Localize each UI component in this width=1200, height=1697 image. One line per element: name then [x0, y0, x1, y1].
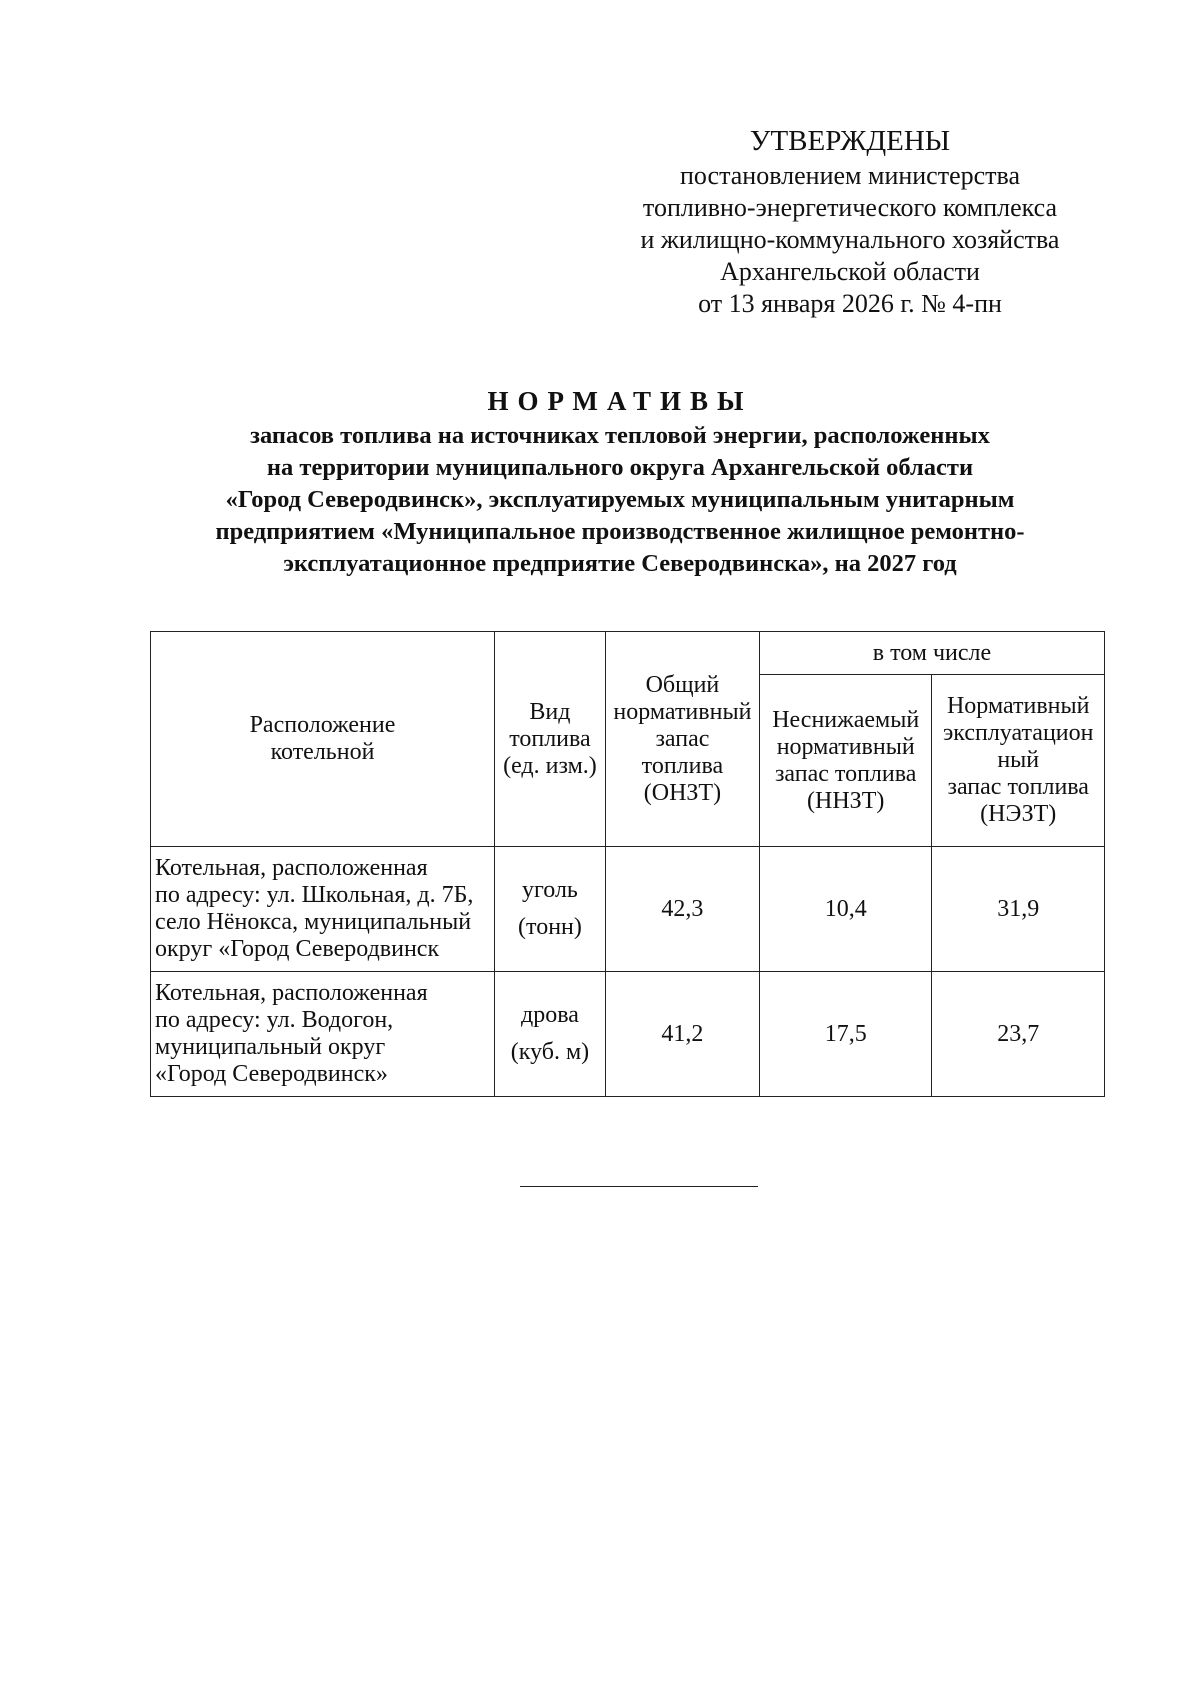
header-nezt [932, 675, 1105, 847]
document-title: НОРМАТИВЫ [487, 386, 753, 416]
header-text: топлива [641, 752, 724, 779]
end-divider [520, 1186, 758, 1187]
document-heading [120, 384, 1120, 580]
location-line: Котельная, расположенная [155, 980, 428, 1006]
header-total-reserve [605, 632, 759, 847]
header-fuel-type [495, 632, 606, 847]
location-line: «Город Северодвинск» [155, 1061, 388, 1087]
header-text: нормативный [776, 733, 915, 760]
approval-line: топливно-энергетического комплекса [642, 193, 1058, 222]
location-line: село Нёнокса, муниципальный [155, 909, 472, 935]
subtitle-line: запасов топлива на источниках тепловой энергии, расположенных [250, 422, 990, 449]
boiler-location [151, 972, 495, 1097]
header-including: в том числе [759, 632, 1104, 675]
location-line: муниципальный округ [155, 1034, 386, 1060]
header-text: котельной [270, 739, 375, 765]
header-text: запас топлива [947, 774, 1089, 800]
nezt-value: 23,7 [932, 972, 1105, 1097]
header-text: запас топлива [774, 760, 917, 787]
header-text: Общий [645, 671, 720, 698]
location-line: Котельная, расположенная [155, 855, 428, 881]
header-text: (ОНЗТ) [643, 779, 722, 806]
subtitle-line: «Город Северодвинск», эксплуатируемых муниципальным унитарным [225, 486, 1015, 513]
header-text: эксплуатацион [942, 720, 1094, 746]
header-text: топлива [509, 725, 591, 752]
table-row [151, 847, 1105, 972]
location-line: по адресу: ул. Школьная, д. 7Б, [155, 882, 474, 908]
approval-title: УТВЕРЖДЕНЫ [749, 125, 951, 157]
header-text: Расположение [249, 712, 396, 738]
header-text: (ед. изм.) [503, 752, 597, 779]
fuel-name: дрова [521, 1002, 579, 1028]
fuel-name: уголь [522, 877, 578, 903]
header-text: Нормативный [946, 693, 1090, 719]
header-text: запас [655, 725, 710, 752]
approval-line: Архангельской области [720, 257, 980, 286]
table-header-row [151, 632, 1105, 675]
fuel-unit: (куб. м) [510, 1039, 590, 1065]
document-subtitle [120, 420, 1120, 580]
nezt-value: 31,9 [932, 847, 1105, 972]
header-text: ный [997, 747, 1040, 773]
header-location [151, 632, 495, 847]
header-text: нормативный [613, 698, 752, 725]
subtitle-line: эксплуатационное предприятие Северодвинска», на 2027 год [283, 550, 957, 577]
fuel-type-cell [495, 847, 606, 972]
subtitle-line: на территории муниципального округа Архангельской области [266, 454, 974, 481]
header-text: (ННЗТ) [807, 787, 885, 814]
nnzt-value: 17,5 [759, 972, 932, 1097]
approval-date-line: от 13 января 2026 г. № 4-пн [698, 289, 1002, 318]
header-nnzt [759, 675, 932, 847]
fuel-norms-table [150, 631, 1105, 1097]
total-reserve-value: 42,3 [605, 847, 759, 972]
header-text: Неснижаемый [772, 706, 920, 733]
header-text: Вид [529, 698, 571, 725]
location-line: округ «Город Северодвинск [155, 936, 440, 962]
subtitle-line: предприятием «Муниципальное производственное жилищное ремонтно- [215, 518, 1025, 545]
total-reserve-value: 41,2 [605, 972, 759, 1097]
location-line: по адресу: ул. Водогон, [155, 1007, 394, 1033]
approval-line: постановлением министерства [679, 161, 1021, 190]
approval-block [590, 124, 1110, 320]
boiler-location [151, 847, 495, 972]
fuel-unit: (тонн) [518, 914, 582, 940]
table-row [151, 972, 1105, 1097]
fuel-type-cell [495, 972, 606, 1097]
approval-line: и жилищно-коммунального хозяйства [640, 225, 1060, 254]
header-text: (НЭЗТ) [980, 801, 1057, 827]
nnzt-value: 10,4 [759, 847, 932, 972]
